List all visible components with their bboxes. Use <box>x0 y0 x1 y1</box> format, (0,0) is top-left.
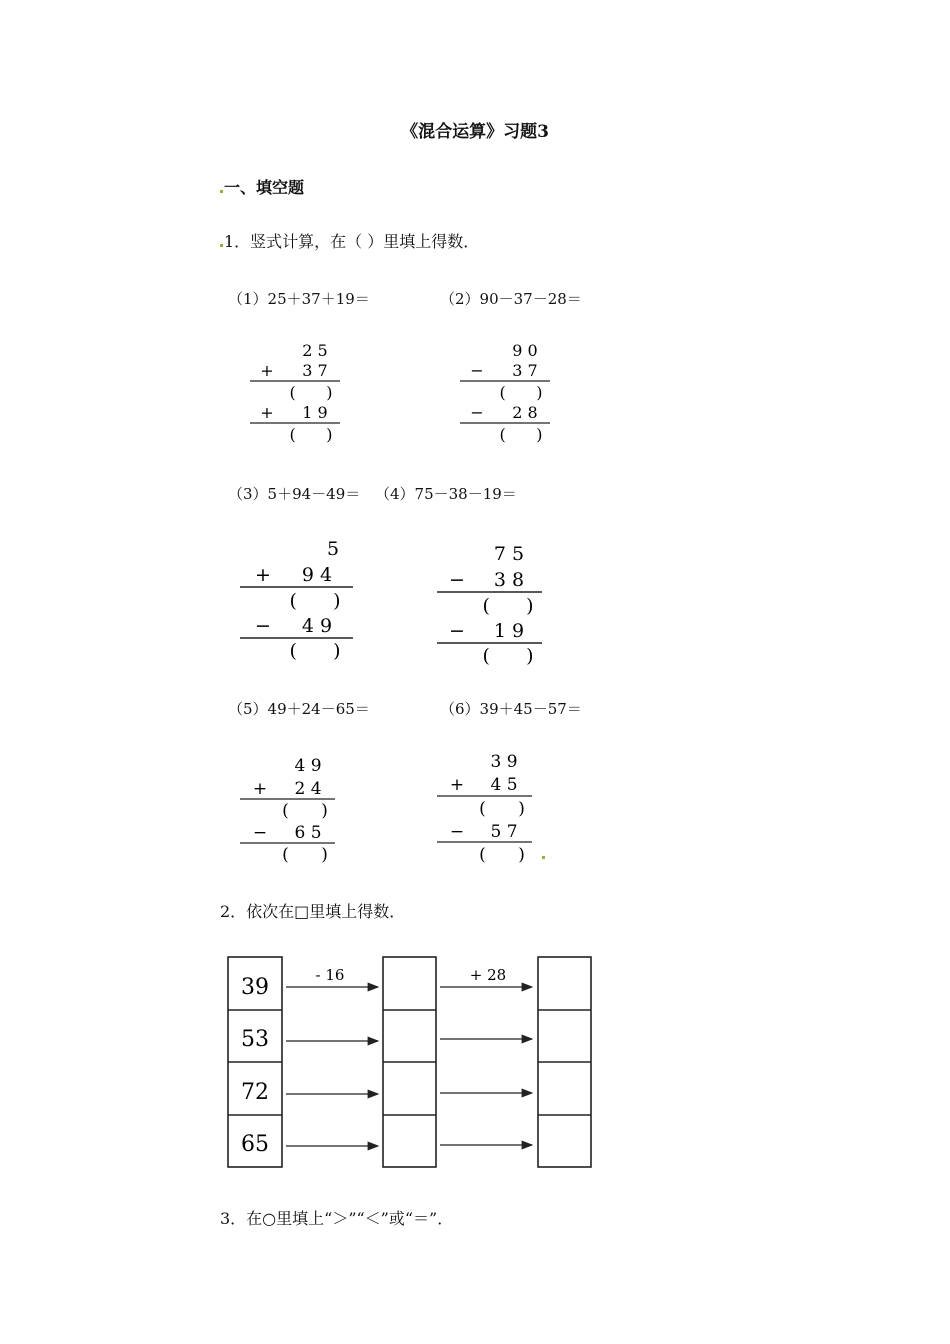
calc-number: 2 4 <box>294 779 322 799</box>
calc-number: 9 4 <box>301 564 333 586</box>
calc-operator: + <box>449 775 465 795</box>
problem-label-3: （3）5＋94－49＝ <box>228 485 361 503</box>
page-title: 《混合运算》习题3 <box>401 122 549 142</box>
problem-label-1: （1）25＋37＋19＝ <box>228 290 370 308</box>
marker-dot <box>220 190 223 193</box>
question-3: 3．在○里填上“＞”“＜”或“＝”． <box>220 1209 454 1228</box>
marker-dot <box>220 244 223 247</box>
answer-blank[interactable]: ( ) <box>289 590 341 612</box>
calc-top-number: 9 0 <box>512 341 538 360</box>
answer-blank[interactable]: ( ) <box>289 425 333 444</box>
section-heading: 一、填空题 <box>220 175 304 198</box>
flow-diagram <box>220 950 600 1175</box>
question-1: 1．竖式计算，在（ ）里填上得数． <box>220 229 479 252</box>
problem-label-2: （2）90－37－28＝ <box>440 290 582 308</box>
calc-operator: − <box>252 823 268 843</box>
calc-operator: − <box>470 361 484 380</box>
vertical-calc-5 <box>235 752 350 867</box>
input-value: 53 <box>241 1027 269 1052</box>
answer-blank[interactable]: ( ) <box>282 845 328 865</box>
calc-number: 1 9 <box>493 620 525 642</box>
problem-label-4: （4）75－38－19＝ <box>375 485 517 503</box>
answer-blank[interactable]: ( ) <box>479 845 525 865</box>
vertical-calc-1 <box>245 338 355 448</box>
vertical-calc-3 <box>235 535 365 665</box>
calc-top-number: 7 5 <box>493 543 525 565</box>
calc-operator: + <box>260 403 274 422</box>
answer-blank[interactable]: ( ) <box>499 425 543 444</box>
question-2: 2．依次在□里填上得数． <box>220 902 406 921</box>
problem-label-6: （6）39＋45－57＝ <box>440 700 582 718</box>
marker-dot <box>542 856 545 859</box>
vertical-calc-6 <box>432 748 557 868</box>
operation-label: + 28 <box>469 966 507 984</box>
answer-blank[interactable]: ( ) <box>482 645 534 667</box>
vertical-calc-2 <box>455 338 565 448</box>
calc-operator: + <box>260 361 274 380</box>
answer-blank[interactable]: ( ) <box>479 799 525 819</box>
vertical-calc-4 <box>432 540 557 670</box>
calc-top-number: 5 <box>326 538 340 560</box>
calc-operator: − <box>449 620 465 642</box>
calc-number: 3 7 <box>512 361 538 380</box>
arrows-step-2 <box>440 987 532 1145</box>
input-value: 72 <box>241 1080 269 1105</box>
calc-number: 5 7 <box>490 822 518 842</box>
calc-operator: + <box>255 564 271 586</box>
input-value: 39 <box>241 975 269 1000</box>
operation-label: - 16 <box>315 966 345 984</box>
answer-blank[interactable]: ( ) <box>282 801 328 821</box>
input-value: 65 <box>241 1132 269 1157</box>
middle-column[interactable] <box>383 957 436 1167</box>
answer-blank[interactable]: ( ) <box>289 383 333 402</box>
calc-operator: − <box>449 822 465 842</box>
output-column[interactable] <box>538 957 591 1167</box>
calc-number: 3 8 <box>493 569 525 591</box>
answer-blank[interactable]: ( ) <box>499 383 543 402</box>
calc-number: 4 5 <box>490 775 518 795</box>
answer-blank[interactable]: ( ) <box>482 595 534 617</box>
calc-operator: − <box>255 615 271 637</box>
calc-number: 1 9 <box>302 403 328 422</box>
calc-operator: − <box>470 403 484 422</box>
answer-blank[interactable]: ( ) <box>289 640 341 662</box>
calc-number: 2 8 <box>512 403 538 422</box>
arrows-step-1 <box>286 987 378 1146</box>
calc-operator: − <box>449 569 465 591</box>
calc-number: 4 9 <box>301 615 333 637</box>
calc-operator: + <box>252 779 268 799</box>
calc-number: 6 5 <box>294 823 322 843</box>
calc-top-number: 2 5 <box>302 341 328 360</box>
calc-top-number: 4 9 <box>294 756 322 776</box>
calc-top-number: 3 9 <box>490 752 518 772</box>
problem-label-5: （5）49＋24－65＝ <box>228 700 370 718</box>
calc-number: 3 7 <box>302 361 328 380</box>
